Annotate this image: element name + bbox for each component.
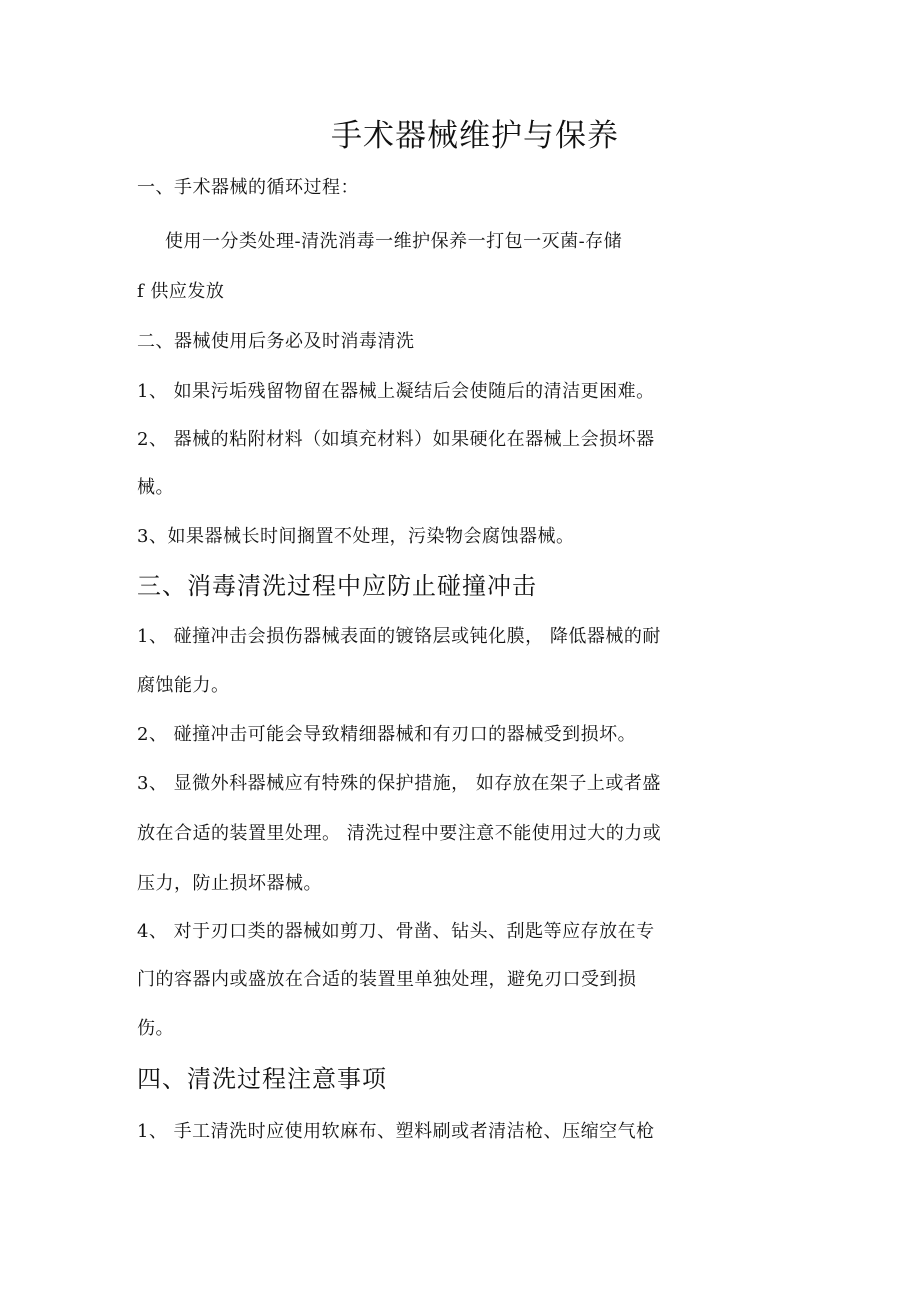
section-3-item-4-continued-1: 门的容器内或盛放在合适的装置里单独处理，避免刃口受到损: [137, 969, 637, 990]
section-4-heading: 四、清洗过程注意事项: [137, 1065, 387, 1093]
section-3-item-2: 2、 碰撞冲击可能会导致精细器械和有刃口的器械受到损坏。: [137, 724, 637, 745]
section-2-heading: 二、器械使用后务必及时消毒清洗: [137, 331, 415, 352]
section-2-item-3: 3、如果器械长时间搁置不处理，污染物会腐蚀器械。: [137, 526, 575, 547]
section-4-item-1: 1、 手工清洗时应使用软麻布、塑料刷或者清洁枪、压缩空气枪: [137, 1121, 655, 1142]
section-2-item-2-continued: 械。: [137, 477, 174, 498]
document-title: 手术器械维护与保养: [331, 118, 619, 154]
section-3-item-3-continued-2: 压力，防止损坏器械。: [137, 873, 322, 894]
cycle-process-continued: f 供应发放: [137, 281, 225, 302]
section-3-heading: 三、消毒清洗过程中应防止碰撞冲击: [137, 572, 537, 600]
section-3-item-1: 1、 碰撞冲击会损伤器械表面的镀铬层或钝化膜， 降低器械的耐: [137, 626, 661, 647]
section-3-item-3: 3、 显微外科器械应有特殊的保护措施， 如存放在架子上或者盛: [137, 773, 661, 794]
section-3-item-3-continued-1: 放在合适的装置里处理。 清洗过程中要注意不能使用过大的力或: [137, 823, 662, 844]
cycle-process-text: 使用一分类处理-清洗消毒一维护保养一打包一灭菌-存储: [165, 231, 623, 252]
section-2-item-1: 1、 如果污垢残留物留在器械上凝结后会使随后的清洁更困难。: [137, 381, 655, 402]
section-3-item-1-continued: 腐蚀能力。: [137, 675, 230, 696]
section-3-item-4-continued-2: 伤。: [137, 1018, 174, 1039]
section-1-heading: 一、手术器械的循环过程：: [137, 177, 359, 198]
section-2-item-2: 2、 器械的粘附材料（如填充材料）如果硬化在器械上会损坏器: [137, 429, 655, 450]
section-3-item-4: 4、 对于刃口类的器械如剪刀、骨凿、钻头、刮匙等应存放在专: [137, 921, 655, 942]
